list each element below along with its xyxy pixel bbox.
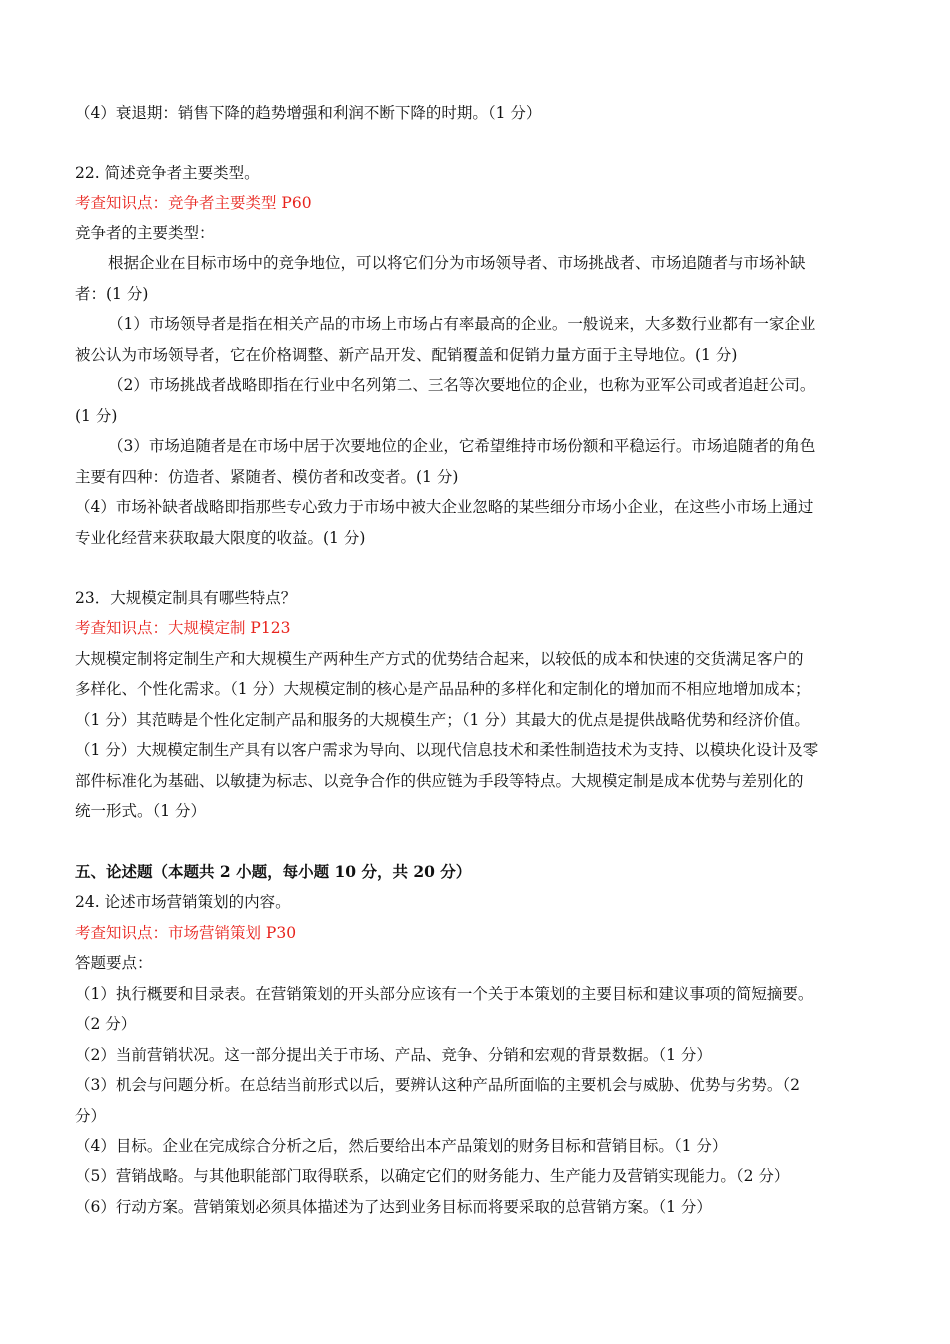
q22-point3-line1: （3）市场追随者是在市场中居于次要地位的企业，它希望维持市场份额和平稳运行。市场追随者的角色 — [108, 437, 816, 455]
q24-item3-line2: 分） — [75, 1107, 107, 1125]
q22-intro: 竞争者的主要类型： — [75, 224, 215, 242]
q22-point3-line2: 主要有四种：仿造者、紧随者、模仿者和改变者。(1 分) — [75, 468, 459, 486]
q24-item5: （5）营销战略。与其他职能部门取得联系，以确定它们的财务能力、生产能力及营销实现能力。（2 分） — [75, 1167, 790, 1185]
section5-heading: 五、论述题（本题共 2 小题，每小题 10 分，共 20 分） — [75, 862, 472, 881]
q22-point4-line1: （4）市场补缺者战略即指那些专心致力于市场中被大企业忽略的某些细分市场小企业，在这些小市场上通过 — [75, 498, 814, 516]
decline-stage-text: （4）衰退期：销售下降的趋势增强和利润不断下降的时期。（1 分） — [75, 104, 542, 122]
q23-answer-line4: （1 分）大规模定制生产具有以客户需求为导向、以现代信息技术和柔性制造技术为支持、以模块化设计及零 — [75, 741, 819, 759]
q23-answer-line6: 统一形式。（1 分） — [75, 802, 207, 820]
q24-item2: （2）当前营销状况。这一部分提出关于市场、产品、竞争、分销和宏观的背景数据。（1 分） — [75, 1046, 712, 1064]
q22-point2-line2: (1 分) — [75, 407, 118, 425]
q24-item6: （6）行动方案。营销策划必须具体描述为了达到业务目标而将要采取的总营销方案。（1 分） — [75, 1198, 712, 1216]
q22-point2-line1: （2）市场挑战者战略即指在行业中名列第二、三名等次要地位的企业，也称为亚军公司或者追赶公司。 — [108, 376, 816, 394]
q23-answer-line2: 多样化、个性化需求。（1 分）大规模定制的核心是产品品种的多样化和定制化的增加而不相应地增加成本； — [75, 680, 811, 698]
q24-item1-line1: （1）执行概要和目录表。在营销策划的开头部分应该有一个关于本策划的主要目标和建议事项的简短摘要。 — [75, 985, 814, 1003]
q22-point4-line2: 专业化经营来获取最大限度的收益。(1 分) — [75, 529, 366, 547]
q24-item1-line2: （2 分） — [75, 1015, 137, 1033]
q24-intro: 答题要点： — [75, 954, 153, 972]
q22-point1-line2: 被公认为市场领导者，它在价格调整、新产品开发、配销覆盖和促销力量方面于主导地位。(1 分) — [75, 346, 738, 364]
q24-item4: （4）目标。企业在完成综合分析之后，然后要给出本产品策划的财务目标和营销目标。（1 分） — [75, 1137, 728, 1155]
q22-para1-line1: 根据企业在目标市场中的竞争地位，可以将它们分为市场领导者、市场挑战者、市场追随者与市场补缺 — [108, 254, 806, 272]
q24-knowledge-point: 考查知识点：市场营销策划 P30 — [75, 924, 297, 942]
q23-answer-line3: （1 分）其范畴是个性化定制产品和服务的大规模生产；（1 分）其最大的优点是提供战略优势和经济价值。 — [75, 711, 810, 729]
q23-answer-line5: 部件标准化为基础、以敏捷为标志、以竞争合作的供应链为手段等特点。大规模定制是成本优势与差别化的 — [75, 772, 804, 790]
q24-question: 24. 论述市场营销策划的内容。 — [75, 893, 291, 911]
q22-point1-line1: （1）市场领导者是指在相关产品的市场上市场占有率最高的企业。一般说来，大多数行业都有一家企业 — [108, 315, 816, 333]
q22-para1-line2: 者：(1 分) — [75, 285, 149, 303]
q23-question: 23．大规模定制具有哪些特点？ — [75, 589, 297, 607]
q23-answer-line1: 大规模定制将定制生产和大规模生产两种生产方式的优势结合起来，以较低的成本和快速的交货满足客户的 — [75, 650, 804, 668]
q22-question: 22. 简述竞争者主要类型。 — [75, 164, 260, 182]
q22-knowledge-point: 考查知识点：竞争者主要类型 P60 — [75, 194, 312, 212]
q24-item3-line1: （3）机会与问题分析。在总结当前形式以后，要辨认这种产品所面临的主要机会与威胁、优势与劣势。（2 — [75, 1076, 800, 1094]
q23-knowledge-point: 考查知识点：大规模定制 P123 — [75, 619, 291, 637]
